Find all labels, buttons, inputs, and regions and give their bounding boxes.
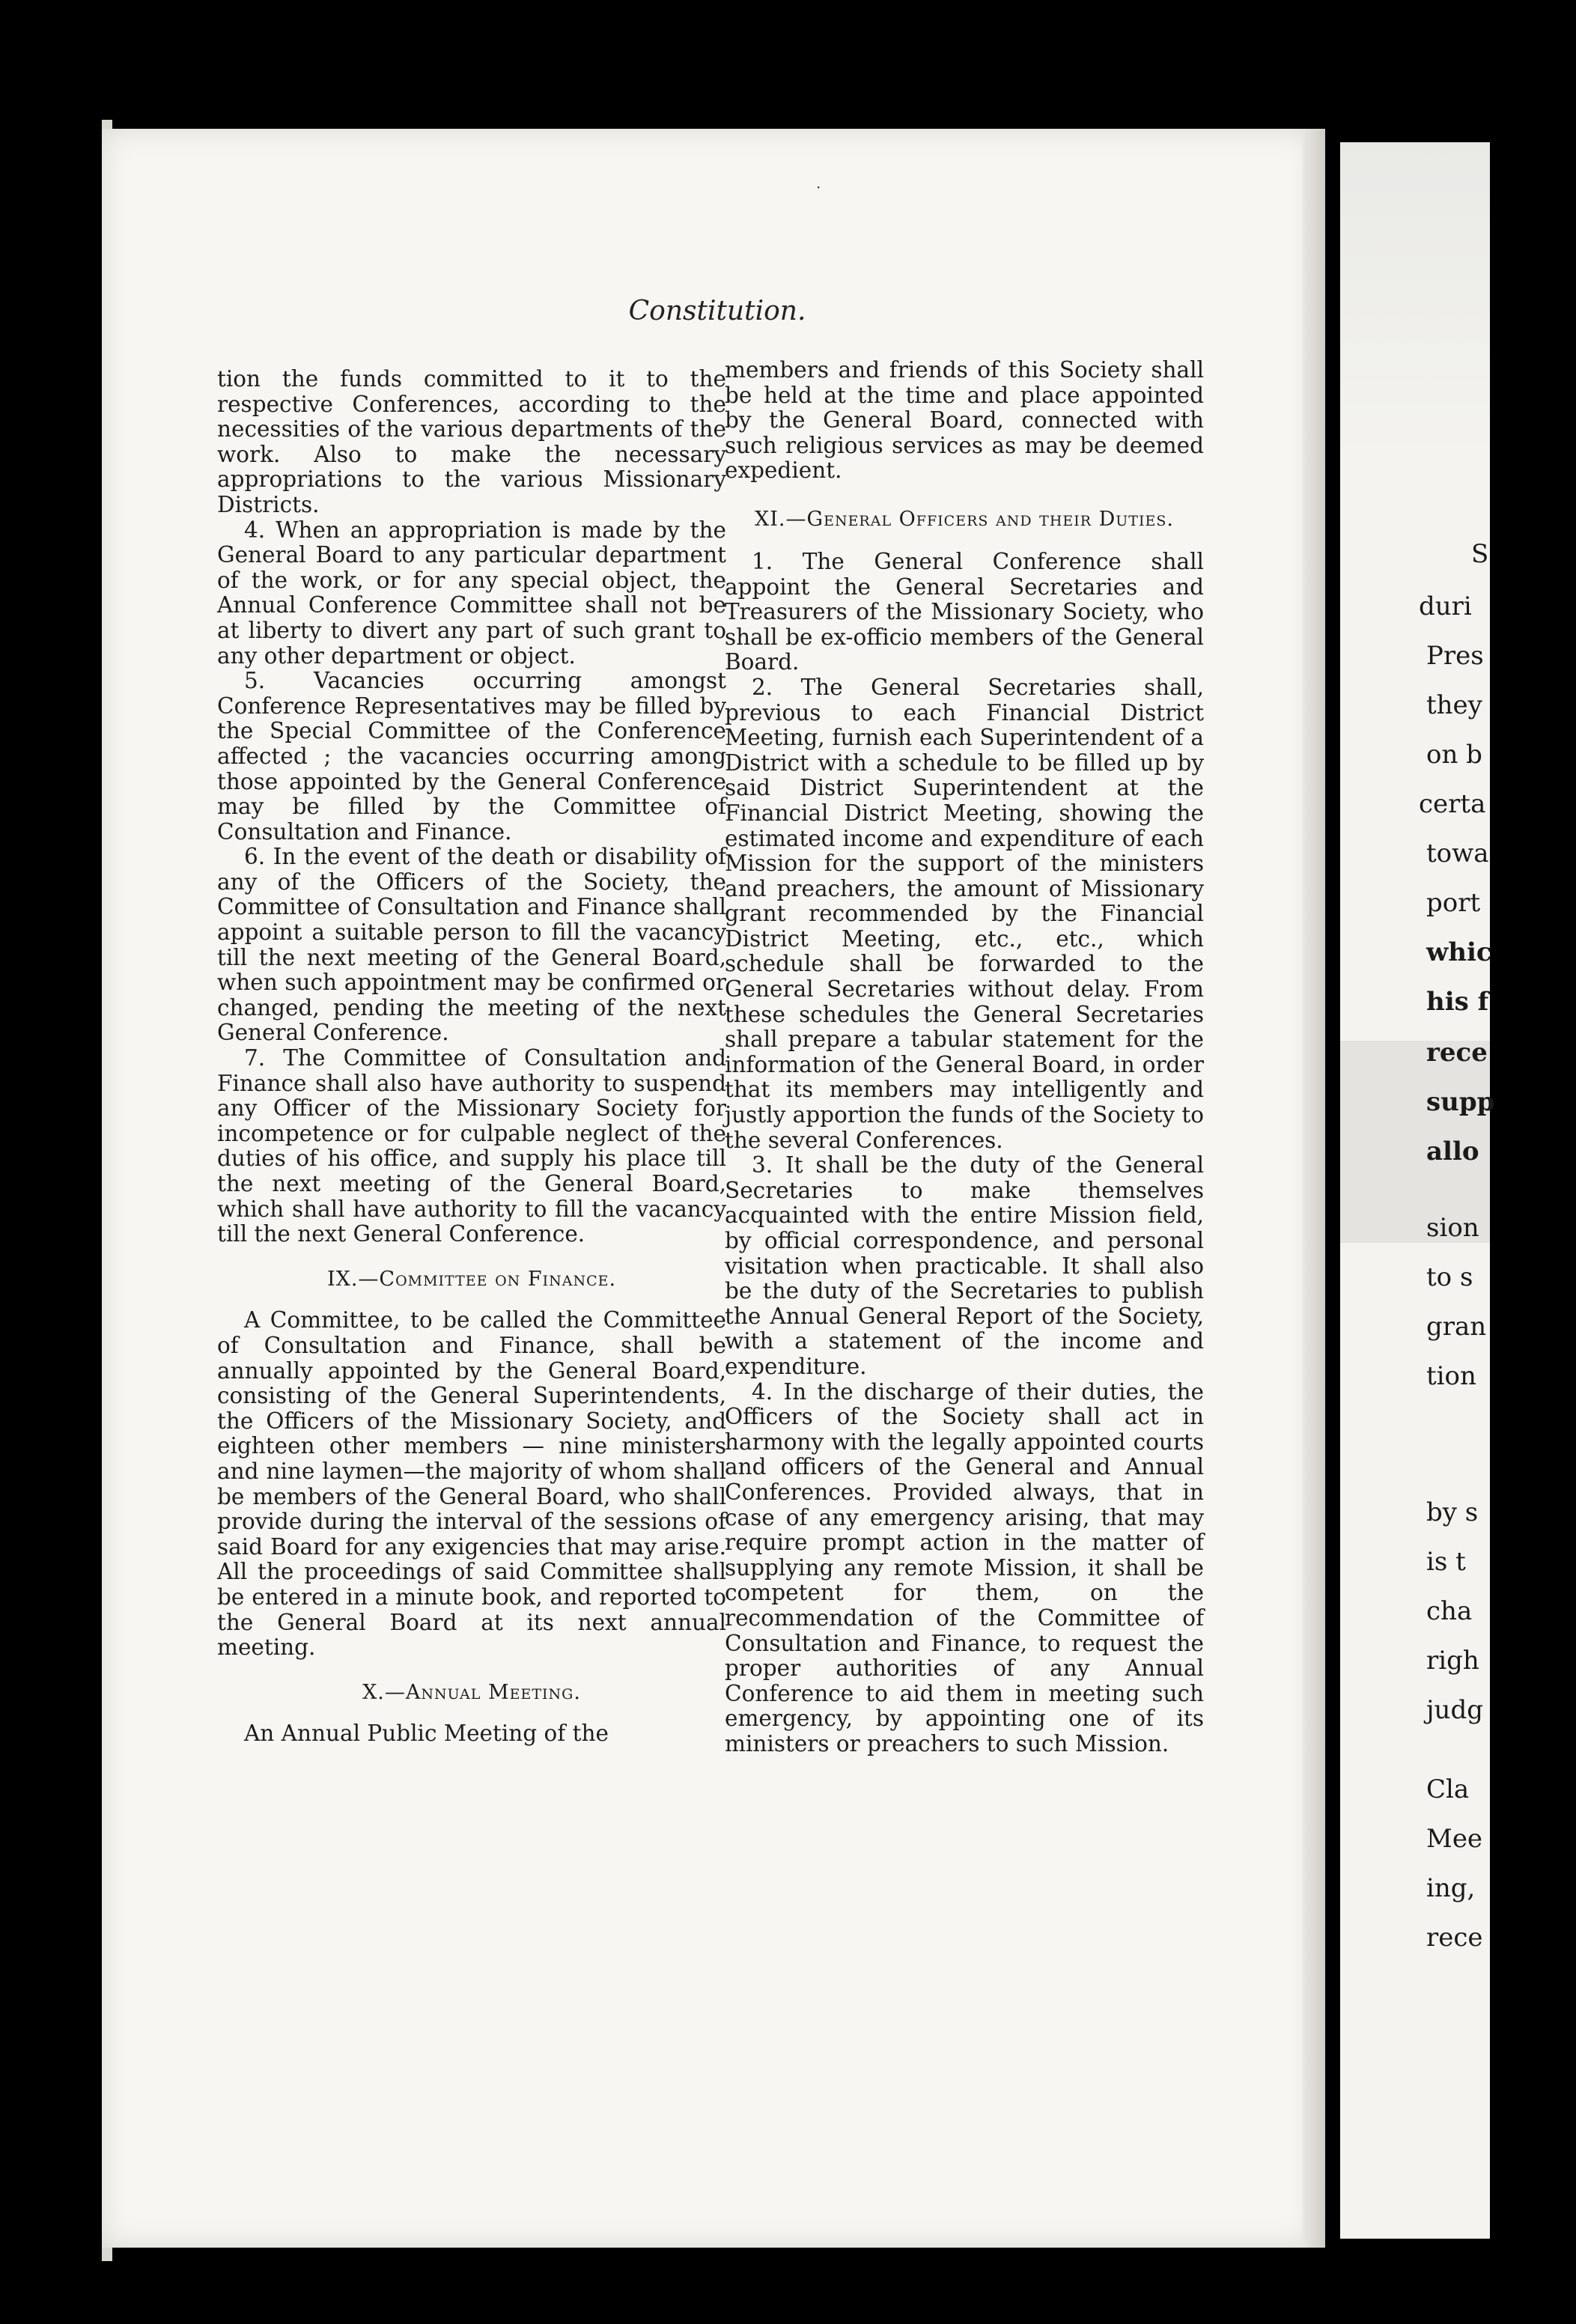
paragraph: 4. In the discharge of their duties, the Officers of the Society shall act in harmony with the legally appointed courts and officers of the General and Annual Conferences. Provided always, that in case of any emergency arising, that may require prompt action in the matter of supplying any remote Mission, it shall be competent for them, on the recommendation of the Committee of Consultation and Finance, to request the proper authorities of any Annual Conference to aid them in meeting such emergency, by appointing one of its ministers or preachers to such Mission. bbox=[725, 1378, 1204, 1756]
next-page-fragment: ing, bbox=[1426, 1873, 1476, 1903]
next-page-fragment: by s bbox=[1426, 1497, 1479, 1527]
section-heading-ix: IX.—Committee on Finance. bbox=[326, 1267, 617, 1291]
paragraph: 2. The General Secretaries shall, previous to each Financial District Meeting, furnish each Superintendent of a District with a schedule to be filled up by said District Superintendent at the Financial District Meeting, showing the estimated income and expenditure of each Mission for the support of the ministers and preachers, the amount of Missionary grant recommended by the Financial District Meeting, etc., etc., which schedule shall be forwarded to the General Secretaries without delay. From these schedules the General Secretaries shall prepare a tabular statement for the information of the General Board, in order that its members may intelligently and justly apportion the funds of the Society to the several Conferences. bbox=[725, 674, 1204, 1153]
running-head-text: Constitution. bbox=[628, 296, 806, 326]
next-page-fragment: supp bbox=[1426, 1087, 1495, 1117]
section-heading-x: X.—Annual Meeting. bbox=[362, 1680, 581, 1704]
paragraph: tion the funds committed to it to the respective Conferences, according to the necessities of the various departments of the work. Also to make the necessary appropriations to the various Missionary Districts. bbox=[217, 366, 726, 517]
next-page-fragment: sion bbox=[1426, 1213, 1479, 1243]
paragraph: 7. The Committee of Consultation and Finance shall also have authority to suspend any Officer of the Missionary Society for incompetence or for culpable neglect of the duties of his office, and supply his place till the next meeting of the General Board, which shall have authority to fill the vacancy till the next General Conference. bbox=[217, 1045, 726, 1247]
next-page-fragment: whic bbox=[1426, 937, 1492, 967]
left-column bbox=[217, 367, 726, 1747]
paragraph: 4. When an appropriation is made by the General Board to any particular department of the work, or for any special object, the Annual Conference Committee shall not be at liberty to divert any part of such grant to any other department or object. bbox=[217, 517, 726, 669]
next-page-fragment: Cla bbox=[1426, 1774, 1470, 1804]
next-page-fragment: on b bbox=[1426, 740, 1482, 770]
running-head bbox=[0, 296, 1479, 326]
next-page-fragment: righ bbox=[1426, 1646, 1479, 1676]
next-page-fragment: cha bbox=[1426, 1596, 1473, 1626]
next-page-fragment: Pres bbox=[1426, 641, 1484, 671]
next-page-fragment: port bbox=[1426, 888, 1481, 918]
paragraph: A Committee, to be called the Committee of Consultation and Finance, shall be annually appointed by the General Board, consisting of the General Superintendents, the Officers of the Missionary Society, and eighteen other members — nine ministers and nine laymen—the majority of whom shall be members of the General Board, who shall provide during the interval of the sessions of said Board for any exigencies that may arise. All the proceedings of said Committee shall be entered in a minute book, and reported to the General Board at its next annual meeting. bbox=[217, 1307, 726, 1661]
paragraph: members and friends of this Society shall be held at the time and place appointed by the General Board, connected with such religious services as may be deemed expedient. bbox=[725, 357, 1204, 484]
next-page-fragment: they bbox=[1426, 690, 1482, 720]
next-page-fragment: towa bbox=[1426, 839, 1489, 869]
paragraph: An Annual Public Meeting of the bbox=[244, 1721, 609, 1747]
ink-speck: · bbox=[816, 178, 821, 196]
next-page-fragment: Mee bbox=[1426, 1824, 1483, 1854]
next-page-fragment: gran bbox=[1426, 1312, 1487, 1342]
next-page-fragment: to s bbox=[1426, 1262, 1473, 1292]
next-page-fragment: rece bbox=[1426, 1923, 1483, 1953]
next-page-fragment: rece bbox=[1426, 1038, 1488, 1068]
paragraph: 6. In the event of the death or disability of any of the Officers of the Society, the Committee of Consultation and Finance shall appoint a suitable person to fill the vacancy till the next meeting of the General Board, when such appointment may be confirmed or changed, pending the meeting of the next General Conference. bbox=[217, 844, 726, 1046]
page-gutter bbox=[1303, 129, 1325, 2248]
right-column bbox=[725, 358, 1204, 1756]
next-page-fragment: S bbox=[1471, 539, 1489, 569]
next-page-fragment: tion bbox=[1426, 1361, 1476, 1391]
paragraph: 3. It shall be the duty of the General Secretaries to make themselves acquainted with the entire Mission field, by official correspondence, and personal visitation when practicable. It shall also be the duty of the Secretaries to publish the Annual General Report of the Society, with a statement of the income and expenditure. bbox=[725, 1152, 1204, 1379]
next-page-fragment: his f bbox=[1426, 987, 1489, 1017]
next-page-fragment: judg bbox=[1426, 1695, 1483, 1725]
paragraph: 1. The General Conference shall appoint the General Secretaries and Treasurers of the Missionary Society, who shall be ex-officio members of the General Board. bbox=[725, 548, 1204, 675]
next-page-fragment: allo bbox=[1426, 1137, 1479, 1166]
section-heading-xi: XI.—General Officers and their Duties. bbox=[755, 507, 1174, 531]
next-page bbox=[1340, 142, 1495, 2239]
paragraph: 5. Vacancies occurring amongst Conference Representatives may be filled by the Special Committee of the Conference affected ; the vacancies occurring among those appointed by the General Conference may be filled by the Committee of Consultation and Finance. bbox=[217, 668, 726, 845]
next-page-fragment: is t bbox=[1426, 1547, 1466, 1577]
next-page-fragment: duri bbox=[1419, 591, 1472, 621]
next-page-fragment: certa bbox=[1419, 789, 1486, 819]
